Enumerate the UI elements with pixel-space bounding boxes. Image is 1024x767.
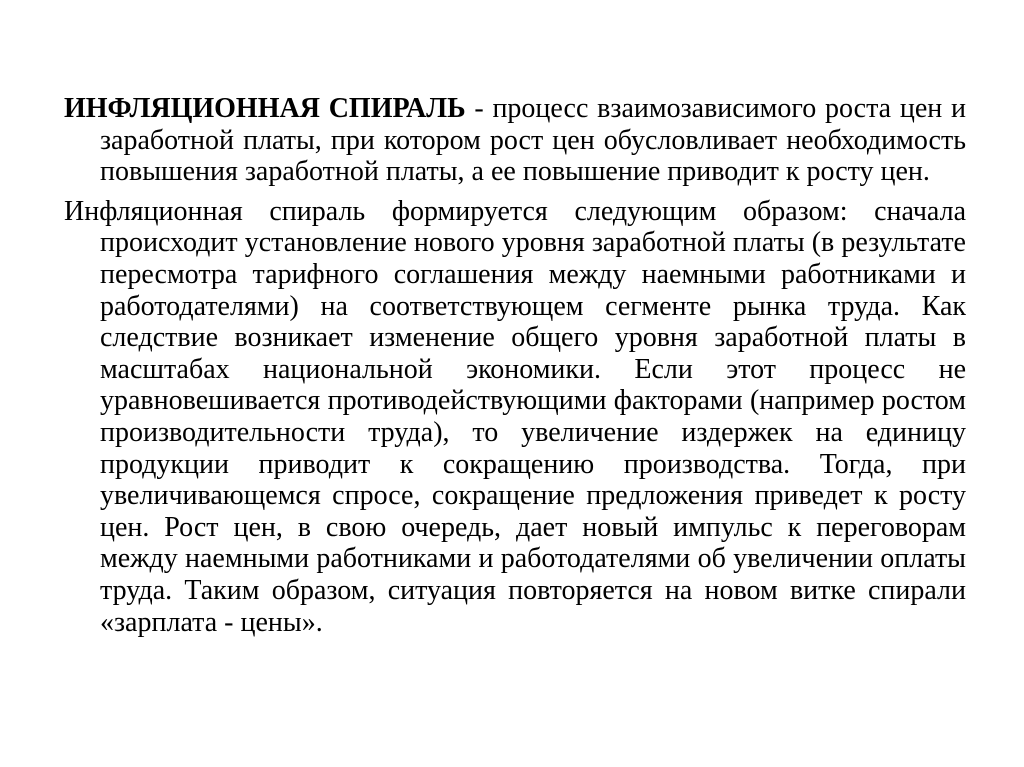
definition-text: - процесс взаимозависимого роста цен и заработной платы, при котором рост цен обусловливает необходимость повышения заработной платы, а ее повышение приводит к росту цен.	[100, 93, 966, 188]
definition-paragraph	[64, 93, 966, 188]
definition-term: ИНФЛЯЦИОННАЯ СПИРАЛЬ	[64, 93, 466, 124]
slide-body	[64, 93, 966, 638]
explanation-paragraph: Инфляционная спираль формируется следующим образом: сначала происходит установление нового уровня заработной платы (в результате пересмотра тарифного соглашения между наемными работниками и работодателями) на соответствующем сегменте рынка труда. Как следствие возникает изменение общего уровня заработной платы в масштабах национальной экономики. Если этот процесс не уравновешивается противодействующими факторами (например ростом производительности труда), то увеличение издержек на единицу продукции приводит к сокращению производства. Тогда, при увеличивающемся спросе, сокращение предложения приведет к росту цен. Рост цен, в свою очередь, дает новый импульс к переговорам между наемными работниками и работодателями об увеличении оплаты труда. Таким образом, ситуация повторяется на новом витке спирали «зарплата - цены».	[64, 195, 966, 638]
